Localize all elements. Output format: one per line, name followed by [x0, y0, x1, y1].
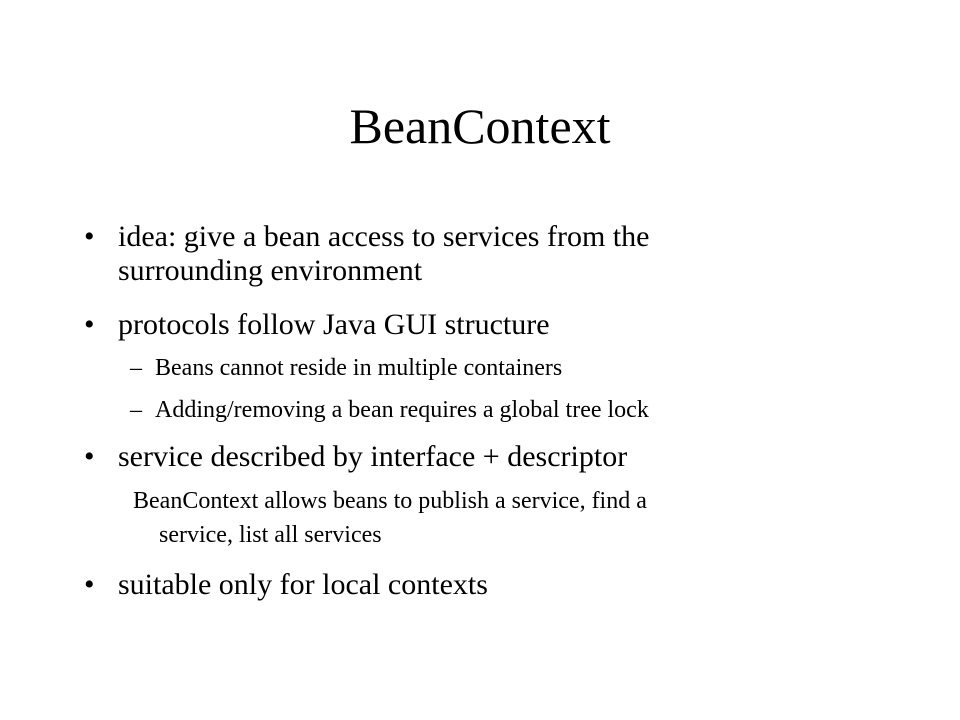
- bullet-text-line: idea: give a bean access to services from the: [118, 220, 650, 253]
- bullet-symbol: •: [84, 220, 95, 253]
- bullet-symbol: •: [84, 440, 95, 473]
- bullet-text-line: protocols follow Java GUI structure: [118, 308, 550, 341]
- bullet-text-line: surrounding environment: [118, 254, 423, 287]
- bullet-symbol: •: [84, 308, 95, 341]
- sub-bullet-symbol: –: [130, 355, 142, 381]
- bullet-item: [84, 568, 884, 602]
- sub-bullet-text: Beans cannot reside in multiple containers: [155, 355, 563, 381]
- sub-bullet-item: [130, 396, 890, 424]
- sub-bullet-item: [130, 354, 890, 382]
- sub-bullet-symbol: –: [130, 397, 142, 423]
- note-text-line: service, list all services: [159, 522, 382, 548]
- bullet-symbol: •: [84, 568, 95, 601]
- sub-bullet-text: Adding/removing a bean requires a global tree lock: [155, 397, 649, 423]
- bullet-item: [84, 440, 884, 474]
- bullet-item: [84, 308, 884, 342]
- slide-title: BeanContext: [349, 98, 611, 154]
- note-text-line: BeanContext allows beans to publish a service, find a: [133, 488, 647, 514]
- bullet-text-line: service described by interface + descriptor: [118, 440, 628, 473]
- bullet-item: [84, 220, 884, 288]
- bullet-text-line: suitable only for local contexts: [118, 568, 488, 601]
